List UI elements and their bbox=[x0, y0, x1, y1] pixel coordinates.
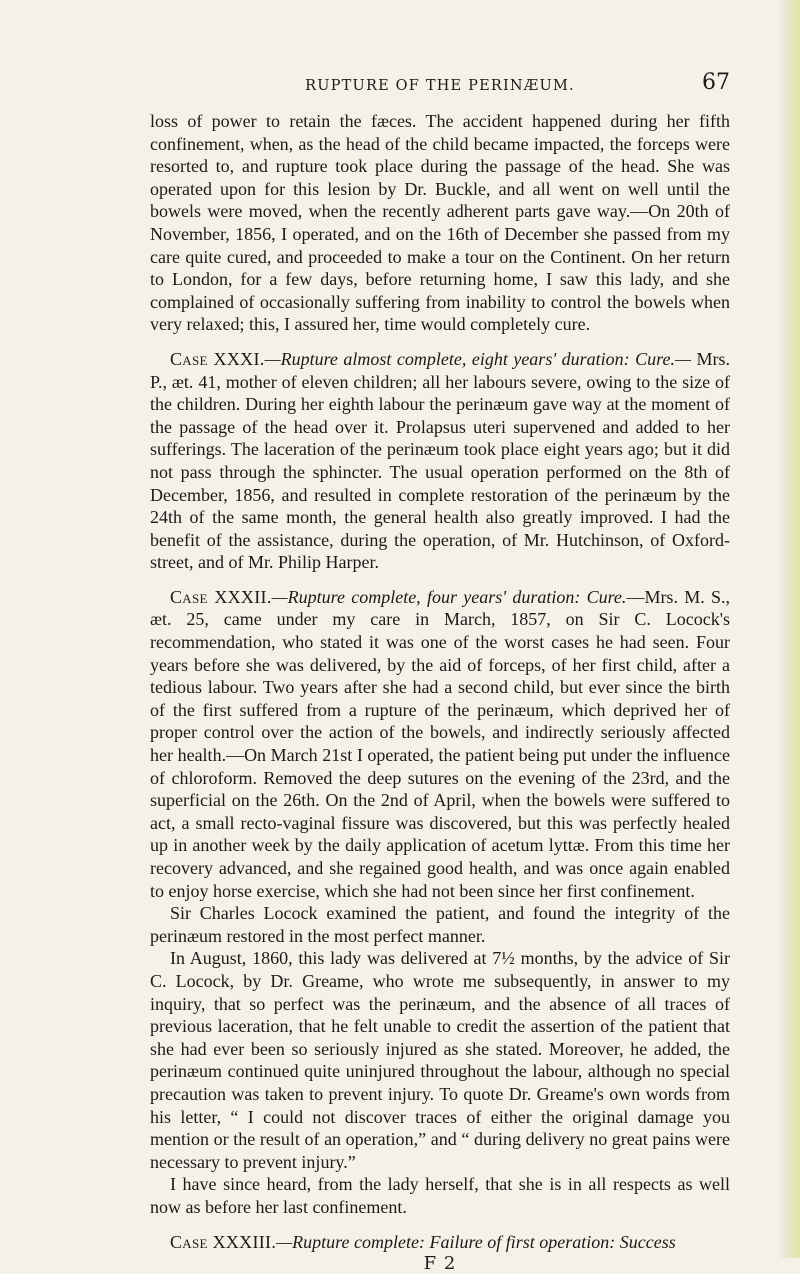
case-32-title: —Rupture complete, four years' duration: Cure. bbox=[271, 586, 627, 607]
signature-mark: F 2 bbox=[423, 1253, 457, 1274]
body-text bbox=[150, 110, 730, 1253]
case-31-paragraph bbox=[150, 348, 730, 574]
paragraph-locock: Sir Charles Locock examined the patient, and found the integrity of the perinæum restored in the most perfect manner. bbox=[150, 903, 730, 946]
paragraph-since: I have since heard, from the lady herself, that she is in all respects as well now as before her last confinement. bbox=[150, 1174, 730, 1217]
case-33-paragraph bbox=[150, 1231, 730, 1254]
page-number: 67 bbox=[702, 70, 730, 95]
case-31-label: Case XXXI. bbox=[170, 348, 265, 369]
paragraph-continuation: loss of power to retain the fæces. The accident happened during her fifth confinement, when, as the head of the child became impacted, the forceps were resorted to, and rupture took place during the passage of the head. She was operated upon for this lesion by Dr. Buckle, and all went on well until the bowels were moved, when the recently adherent parts gave way.—On 20th of November, 1856, I operated, and on the 16th of December she passed from my care quite cured, and proceeded to make a tour on the Continent. On her return to London, for a few days, before returning home, I saw this lady, and she complained of occasionally suffering from inability to control the bowels when very relaxed; this, I assured her, time would completely cure. bbox=[150, 111, 730, 335]
book-page bbox=[150, 70, 730, 1274]
case-32-text: —Mrs. M. S., æt. 25, came under my care in March, 1857, on Sir C. Locock's recommendation, who stated it was one of the worst cases he had seen. Four years before she was delivered, by the aid of forceps, of her first child, after a tedious labour. Two years after she had a second child, but ever since the birth of the first suffered from a rupture of the perinæum, which deprived her of proper control over the action of the bowels, and indirectly seriously affected her health.—On March 21st I operated, the patient being put under the influence of chloroform. Removed the deep sutures on the evening of the 23rd, and the superficial on the 26th. On the 2nd of April, when the bowels were suffered to act, a small recto-vaginal fissure was discovered, but this was perfectly healed up in another week by the daily application of acetum lyttæ. From this time her recovery advanced, and she regained good health, and was once again enabled to enjoy horse exercise, which she had not been since her first confinement. bbox=[150, 586, 730, 901]
case-33-title: —Rupture complete: Failure of first operation: Success bbox=[276, 1231, 676, 1252]
running-title: RUPTURE OF THE PERINÆUM. bbox=[305, 78, 575, 94]
case-32-paragraph bbox=[150, 586, 730, 902]
paragraph-august: In August, 1860, this lady was delivered at 7½ months, by the advice of Sir C. Locock, by Dr. Greame, who wrote me subsequently, in answer to my inquiry, that so perfect was the perinæum, and the absence of all traces of previous laceration, that he felt unable to credit the assertion of the patient that she had ever been so seriously injured as she stated. Moreover, he added, the perinæum continued quite uninjured throughout the labour, although no special precaution was taken to prevent injury. To quote Dr. Greame's own words from his letter, “ I could not discover traces of either the original damage you mention or the result of an operation,” and “ during delivery no great pains were necessary to prevent injury.” bbox=[150, 948, 730, 1172]
running-head bbox=[150, 70, 730, 110]
page-edge-shadow bbox=[778, 0, 800, 1258]
case-31-title: —Rupture almost complete, eight years' duration: Cure.— bbox=[264, 348, 691, 369]
case-31-text: Mrs. P., æt. 41, mother of eleven children; all her labours severe, owing to the size of the children. During her eighth labour the perinæum gave way at the moment of the passage of the head over it. Prolapsus uteri supervened and added to her sufferings. The laceration of the perinæum took place eight years ago; but it did not pass through the sphincter. The usual operation performed on the 8th of December, 1856, and resulted in complete restoration of the perinæum by the 24th of the same month, the general health also greatly improved. I had the benefit of the assistance, during the operation, of Mr. Hutchinson, of Oxford-street, and of Mr. Philip Harper. bbox=[150, 348, 730, 573]
case-33-label: Case XXXIII. bbox=[170, 1231, 277, 1252]
case-32-label: Case XXXII. bbox=[170, 586, 272, 607]
